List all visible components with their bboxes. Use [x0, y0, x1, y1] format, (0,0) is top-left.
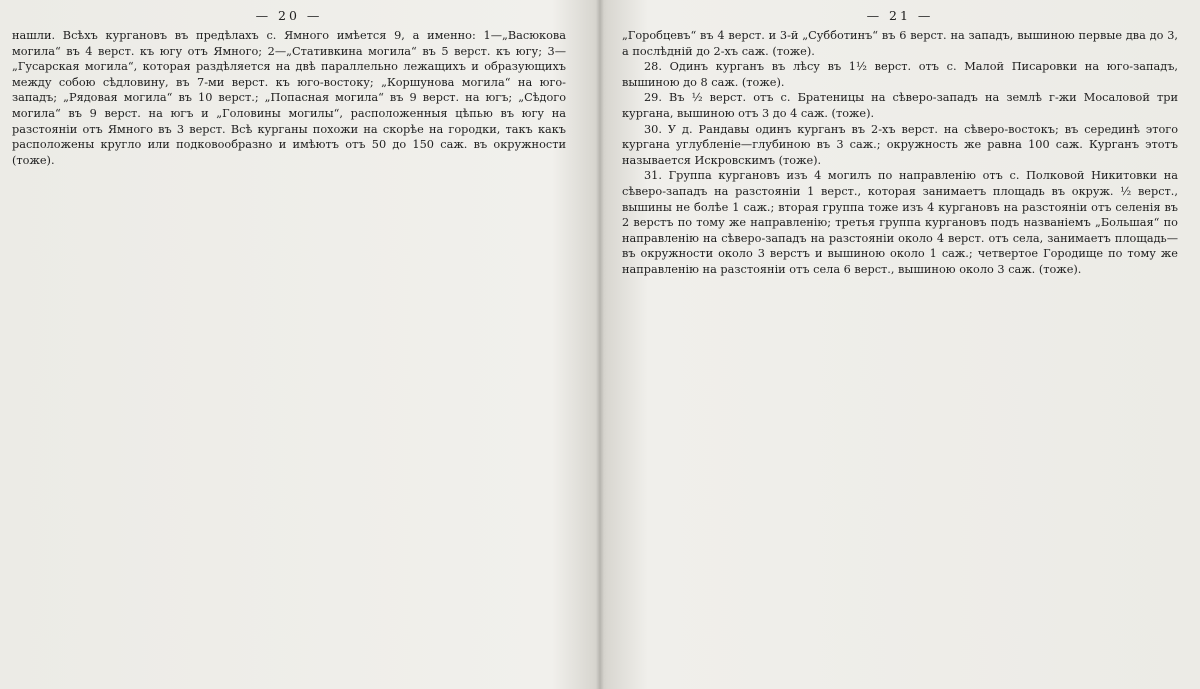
paragraph: 31. Группа кургановъ изъ 4 могилъ по направленію отъ с. Полковой Никитовки на сѣверо-западъ на разстояніи 1 верст., которая занимаетъ площадь въ окруж. ½ верст., вышины не болѣе 1 саж.; вторая группа тоже изъ 4 кургановъ на разстояніи отъ селенія въ 2 верстъ по тому же направленію; третья группа кургановъ подъ названіемъ „Большая“ по направленію на сѣверо-западъ на разстояніи около 4 верст. отъ села, занимаетъ площадь—въ окружности около 3 верстъ и вышиною около 1 саж.; четвертое Городище по тому же направленію на разстояніи отъ села 6 верст., вышиною около 3 саж. (тоже). — [622, 169, 1178, 276]
page-number-left: — 20 — — [255, 8, 323, 23]
right-page-text — [622, 28, 1178, 278]
paragraph: „Горобцевъ“ въ 4 верст. и 3-й „Субботинъ“ въ 6 верст. на западъ, вышиною первые два до 3, а послѣдній до 2-хъ саж. (тоже). — [622, 29, 1178, 58]
paragraph: нашли. Всѣхъ кургановъ въ предѣлахъ с. Ямного имѣется 9, а именно: 1—„Васюкова могила“ въ 4 верст. къ югу отъ Ямного; 2—„Стативкина могила“ въ 5 верст. къ югу; 3—„Гусарская могила“, которая раздѣляется на двѣ параллельно лежащихъ и образующихъ между собою сѣдловину, въ 7-ми верст. къ юго-востоку; „Коршунова могила“ на юго-западъ; „Рядовая могила“ въ 10 верст.; „Попасная могила“ въ 9 верст. на югъ; „Сѣдого могила“ въ 9 верст. на югъ и „Головины могилы“, расположенныя цѣпью въ югу на разстояніи отъ Ямного въ 3 верст. Всѣ курганы похожи на скорѣе на городки, такъ какъ расположены кругло или подковообразно и имѣютъ отъ 50 до 150 саж. въ окружности (тоже). — [12, 29, 566, 167]
page-number-right: — 21 — — [866, 8, 934, 23]
paragraph: 28. Одинъ курганъ въ лѣсу въ 1½ верст. отъ с. Малой Писаровки на юго-западъ, вышиною до 8 саж. (тоже). — [622, 60, 1178, 89]
right-page — [600, 0, 1200, 689]
left-page-text — [12, 28, 566, 168]
paragraph: 30. У д. Рандавы одинъ курганъ въ 2-хъ верст. на сѣверо-востокъ; въ серединѣ этого кургана углубленіе—глубиною въ 3 саж.; окружность же равна 100 саж. Курганъ этотъ называется Искровскимъ (тоже). — [622, 122, 1178, 167]
paragraph: 29. Въ ½ верст. отъ с. Братеницы на сѣверо-западъ на землѣ г-жи Мосаловой три кургана, вышиною отъ 3 до 4 саж. (тоже). — [622, 91, 1178, 120]
